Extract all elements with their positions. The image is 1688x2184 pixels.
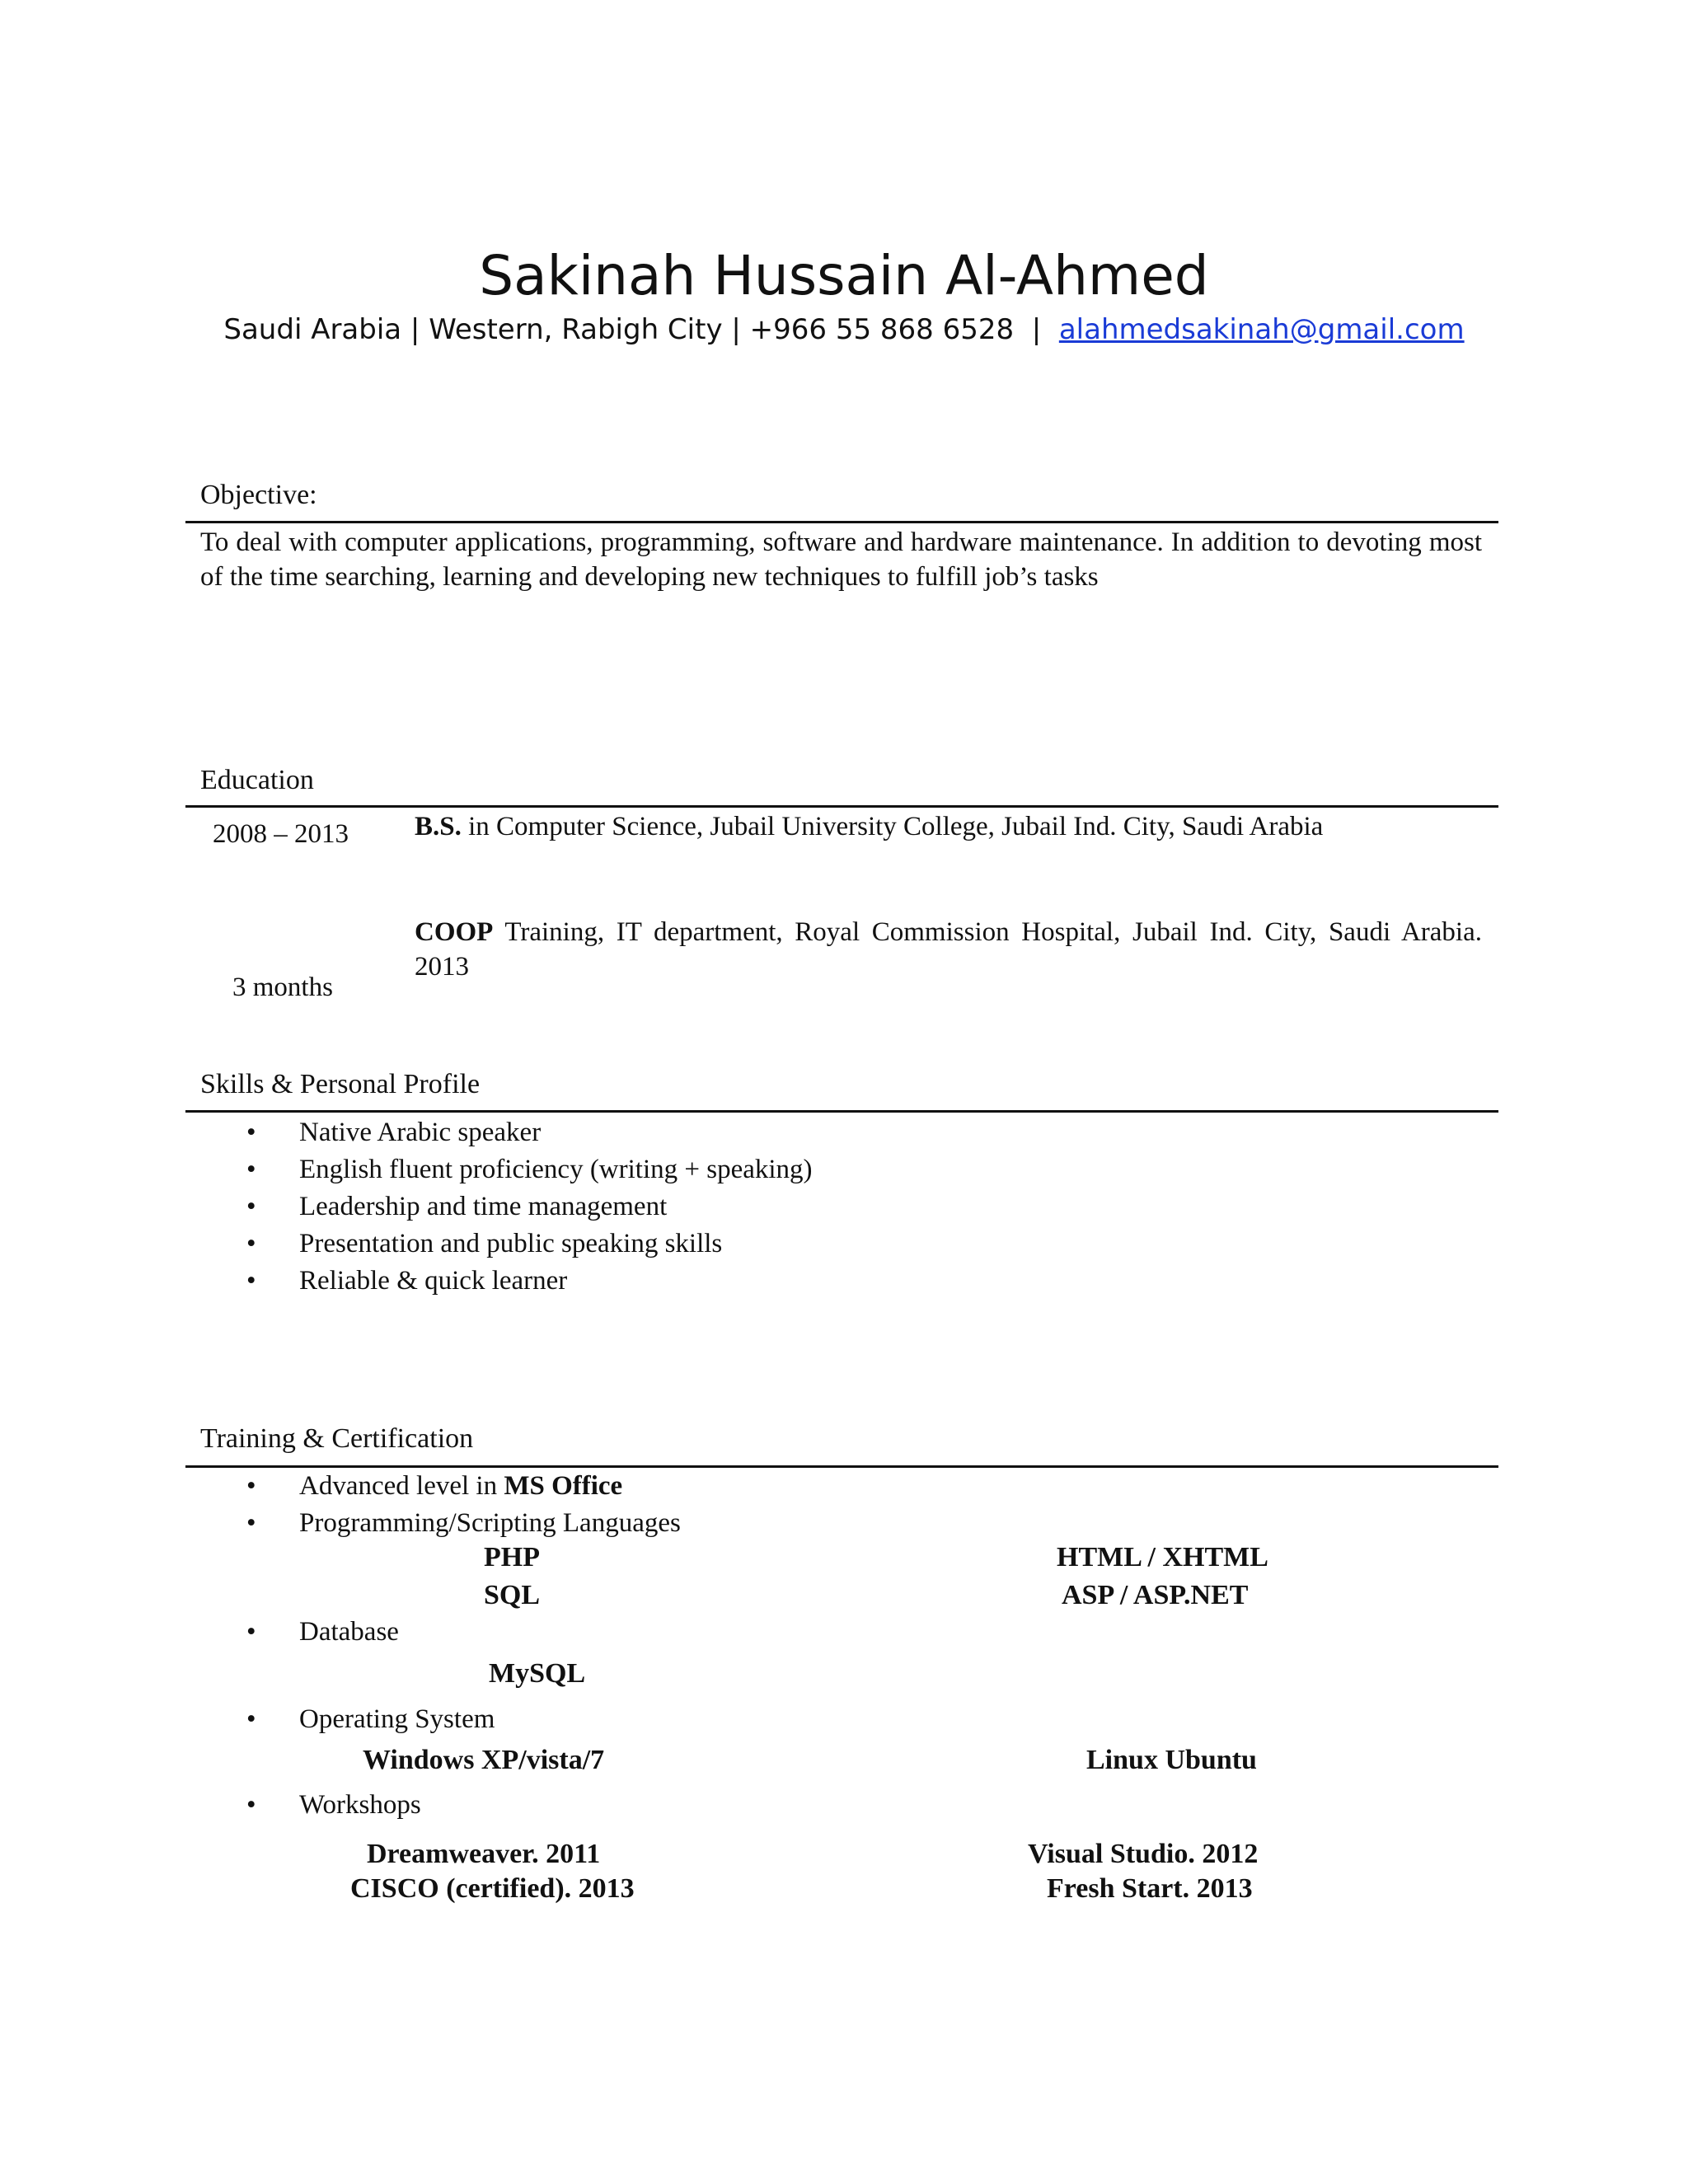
bullet-icon: • xyxy=(246,1118,256,1147)
database-mysql: MySQL xyxy=(489,1658,586,1689)
language-sql: SQL xyxy=(484,1580,541,1610)
bullet-icon: • xyxy=(246,1155,256,1184)
education-date: 2008 – 2013 xyxy=(213,819,349,849)
os-label: Operating System xyxy=(299,1704,495,1734)
education-heading: Education xyxy=(200,765,314,795)
programming-label: Programming/Scripting Languages xyxy=(299,1508,681,1538)
email-link[interactable]: alahmedsakinah@gmail.com xyxy=(1058,313,1465,346)
bullet-icon: • xyxy=(246,1617,256,1647)
coop-label: COOP xyxy=(415,917,494,947)
education-divider xyxy=(185,805,1498,808)
language-html: HTML / XHTML xyxy=(1057,1542,1268,1572)
coop-entry xyxy=(415,915,1482,984)
workshop-dreamweaver: Dreamweaver. 2011 xyxy=(367,1839,601,1869)
skill-text: English fluent proficiency (writing + speaking) xyxy=(299,1155,813,1184)
contact-line xyxy=(0,313,1688,346)
candidate-name: Sakinah Hussain Al-Ahmed xyxy=(479,244,1209,307)
ms-office-prefix: Advanced level in xyxy=(299,1471,504,1501)
objective-divider xyxy=(185,521,1498,523)
education-entry xyxy=(415,809,1482,844)
ms-office-text xyxy=(299,1471,622,1502)
training-heading: Training & Certification xyxy=(200,1423,474,1454)
workshop-fresh-start: Fresh Start. 2013 xyxy=(1047,1873,1253,1904)
skill-text: Leadership and time management xyxy=(299,1192,668,1221)
objective-heading: Objective: xyxy=(200,480,317,510)
language-asp: ASP / ASP.NET xyxy=(1062,1580,1249,1610)
skill-item xyxy=(200,1263,813,1300)
coop-duration: 3 months xyxy=(232,972,333,1002)
skill-item xyxy=(200,1114,813,1151)
objective-text: To deal with computer applications, programming, software and hardware maintenance. In addition to devoting most of the time searching, learning and developing new techniques to fulfill job’s tasks xyxy=(200,527,1482,592)
degree-label: B.S. xyxy=(415,812,462,841)
bullet-icon: • xyxy=(246,1508,256,1538)
bullet-icon: • xyxy=(246,1790,256,1820)
database-label: Database xyxy=(299,1617,399,1647)
degree-text: in Computer Science, Jubail University College, Jubail Ind. City, Saudi Arabia xyxy=(461,812,1324,841)
skill-text: Presentation and public speaking skills xyxy=(299,1229,723,1258)
bullet-icon: • xyxy=(246,1229,256,1258)
skill-item xyxy=(200,1151,813,1188)
ms-office-bold: MS Office xyxy=(504,1471,623,1501)
workshops-label: Workshops xyxy=(299,1790,421,1820)
skill-text: Native Arabic speaker xyxy=(299,1118,542,1147)
bullet-icon: • xyxy=(246,1704,256,1734)
os-windows: Windows XP/vista/7 xyxy=(363,1745,605,1775)
language-php: PHP xyxy=(484,1542,540,1572)
skill-item xyxy=(200,1188,813,1226)
skills-heading: Skills & Personal Profile xyxy=(200,1069,481,1099)
contact-details: Saudi Arabia | Western, Rabigh City | +966 55 868 6528 | xyxy=(223,313,1059,346)
skills-list xyxy=(200,1114,813,1300)
bullet-icon: • xyxy=(246,1192,256,1221)
skills-divider xyxy=(185,1110,1498,1113)
bullet-icon: • xyxy=(246,1266,256,1296)
skill-item xyxy=(200,1226,813,1263)
skill-text: Reliable & quick learner xyxy=(299,1266,568,1296)
workshop-visual-studio: Visual Studio. 2012 xyxy=(1028,1839,1259,1869)
coop-text: Training, IT department, Royal Commission Hospital, Jubail Ind. City, Saudi Arabia. 2013 xyxy=(415,917,1482,982)
os-linux: Linux Ubuntu xyxy=(1086,1745,1257,1775)
training-divider xyxy=(185,1465,1498,1468)
bullet-icon: • xyxy=(246,1471,256,1501)
workshop-cisco: CISCO (certified). 2013 xyxy=(350,1873,635,1904)
